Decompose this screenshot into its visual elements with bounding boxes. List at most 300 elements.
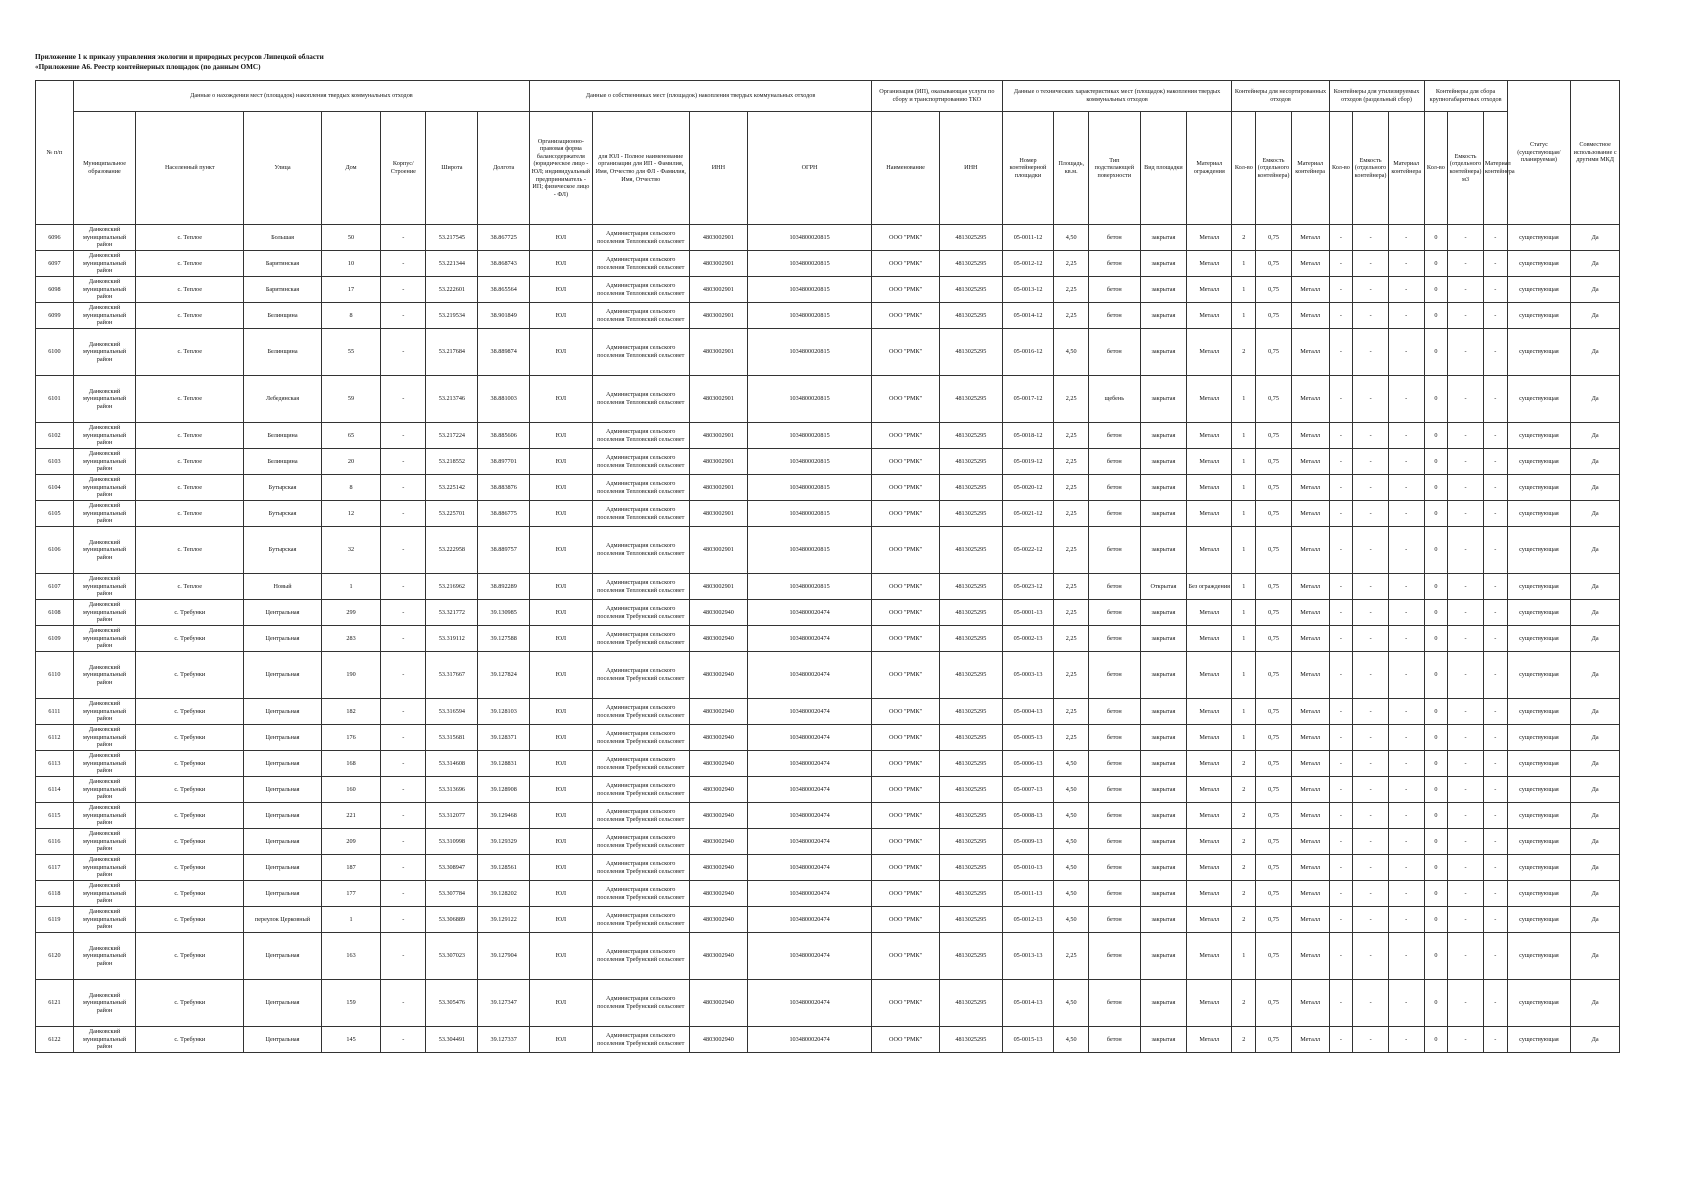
capacity-cell: 0,75 bbox=[1256, 449, 1292, 475]
longitude-cell: 39.127347 bbox=[478, 980, 530, 1027]
qty-bulky-cell: 0 bbox=[1424, 829, 1448, 855]
site-type-cell: закрытая bbox=[1140, 527, 1186, 574]
surface-cell: бетон bbox=[1088, 574, 1140, 600]
row-number: 6111 bbox=[36, 699, 74, 725]
row-number: 6122 bbox=[36, 1027, 74, 1053]
capacity-bulky-cell: - bbox=[1448, 803, 1484, 829]
row-number: 6104 bbox=[36, 475, 74, 501]
shared-cell: Да bbox=[1571, 907, 1620, 933]
municipality-cell: Данковский муниципальный район bbox=[73, 699, 136, 725]
row-number: 6116 bbox=[36, 829, 74, 855]
longitude-cell: 39.127824 bbox=[478, 652, 530, 699]
capacity-bulky-cell: - bbox=[1448, 855, 1484, 881]
owner-name-cell: Администрация сельского поселения Тепловский сельсовет bbox=[592, 501, 689, 527]
owner-name-cell: Администрация сельского поселения Требунский сельсовет bbox=[592, 600, 689, 626]
site-number-cell: 05-0011-12 bbox=[1002, 225, 1054, 251]
house-cell: 32 bbox=[321, 527, 380, 574]
site-type-cell: закрытая bbox=[1140, 600, 1186, 626]
header-settlement: Населенный пункт bbox=[136, 112, 244, 225]
municipality-cell: Данковский муниципальный район bbox=[73, 251, 136, 277]
fence-cell: Металл bbox=[1187, 626, 1232, 652]
surface-cell: бетон bbox=[1088, 225, 1140, 251]
municipality-cell: Данковский муниципальный район bbox=[73, 423, 136, 449]
house-cell: 50 bbox=[321, 225, 380, 251]
material-cell: Металл bbox=[1291, 881, 1329, 907]
site-number-cell: 05-0007-13 bbox=[1002, 777, 1054, 803]
latitude-cell: 53.313696 bbox=[426, 777, 478, 803]
municipality-cell: Данковский муниципальный район bbox=[73, 527, 136, 574]
house-cell: 221 bbox=[321, 803, 380, 829]
surface-cell: бетон bbox=[1088, 725, 1140, 751]
org-inn-cell: 4813025295 bbox=[940, 829, 1003, 855]
legal-form-cell: ЮЛ bbox=[530, 699, 593, 725]
row-number: 6110 bbox=[36, 652, 74, 699]
site-number-cell: 05-0013-12 bbox=[1002, 277, 1054, 303]
capacity-util-cell: - bbox=[1353, 600, 1389, 626]
material-bulky-cell: - bbox=[1483, 829, 1507, 855]
qty-util-cell: - bbox=[1329, 225, 1353, 251]
site-number-cell: 05-0004-13 bbox=[1002, 699, 1054, 725]
street-cell: Лебедянская bbox=[244, 376, 322, 423]
material-util-cell: - bbox=[1388, 751, 1424, 777]
status-cell: существующая bbox=[1507, 423, 1571, 449]
latitude-cell: 53.217545 bbox=[426, 225, 478, 251]
ogrn-cell: 1034800020815 bbox=[748, 475, 872, 501]
org-name-cell: ООО "РМК" bbox=[872, 626, 940, 652]
municipality-cell: Данковский муниципальный район bbox=[73, 829, 136, 855]
table-row bbox=[36, 329, 1620, 376]
house-cell: 10 bbox=[321, 251, 380, 277]
material-bulky-cell: - bbox=[1483, 933, 1507, 980]
header-inn: ИНН bbox=[689, 112, 747, 225]
street-cell: Бутырская bbox=[244, 475, 322, 501]
org-name-cell: ООО "РМК" bbox=[872, 829, 940, 855]
capacity-util-cell: - bbox=[1353, 725, 1389, 751]
container-sites-registry-table bbox=[35, 80, 1620, 1053]
site-number-cell: 05-0014-13 bbox=[1002, 980, 1054, 1027]
status-cell: существующая bbox=[1507, 501, 1571, 527]
capacity-util-cell: - bbox=[1353, 449, 1389, 475]
status-cell: существующая bbox=[1507, 803, 1571, 829]
header-latitude: Широта bbox=[426, 112, 478, 225]
site-number-cell: 05-0001-13 bbox=[1002, 600, 1054, 626]
org-name-cell: ООО "РМК" bbox=[872, 855, 940, 881]
street-cell: Белинщина bbox=[244, 329, 322, 376]
qty-bulky-cell: 0 bbox=[1424, 574, 1448, 600]
status-cell: существующая bbox=[1507, 225, 1571, 251]
table-body bbox=[36, 225, 1620, 1053]
qty-cell: 1 bbox=[1232, 933, 1256, 980]
material-util-cell: - bbox=[1388, 933, 1424, 980]
org-name-cell: ООО "РМК" bbox=[872, 376, 940, 423]
org-inn-cell: 4813025295 bbox=[940, 777, 1003, 803]
table-row bbox=[36, 449, 1620, 475]
material-bulky-cell: - bbox=[1483, 574, 1507, 600]
area-cell: 2,25 bbox=[1054, 933, 1089, 980]
material-bulky-cell: - bbox=[1483, 501, 1507, 527]
org-name-cell: ООО "РМК" bbox=[872, 225, 940, 251]
capacity-util-cell: - bbox=[1353, 423, 1389, 449]
house-cell: 190 bbox=[321, 652, 380, 699]
house-cell: 163 bbox=[321, 933, 380, 980]
municipality-cell: Данковский муниципальный район bbox=[73, 725, 136, 751]
capacity-util-cell: - bbox=[1353, 881, 1389, 907]
ogrn-cell: 1034800020815 bbox=[748, 251, 872, 277]
settlement-cell: с. Требунки bbox=[136, 652, 244, 699]
building-cell: - bbox=[381, 980, 426, 1027]
shared-cell: Да bbox=[1571, 855, 1620, 881]
status-cell: существующая bbox=[1507, 376, 1571, 423]
ogrn-cell: 1034800020815 bbox=[748, 574, 872, 600]
area-cell: 2,25 bbox=[1054, 725, 1089, 751]
material-util-cell: - bbox=[1388, 329, 1424, 376]
fence-cell: Металл bbox=[1187, 600, 1232, 626]
owner-name-cell: Администрация сельского поселения Требунский сельсовет bbox=[592, 751, 689, 777]
org-inn-cell: 4813025295 bbox=[940, 980, 1003, 1027]
latitude-cell: 53.317667 bbox=[426, 652, 478, 699]
material-bulky-cell: - bbox=[1483, 449, 1507, 475]
table-row bbox=[36, 527, 1620, 574]
legal-form-cell: ЮЛ bbox=[530, 777, 593, 803]
qty-util-cell: - bbox=[1329, 751, 1353, 777]
row-number: 6099 bbox=[36, 303, 74, 329]
capacity-cell: 0,75 bbox=[1256, 699, 1292, 725]
latitude-cell: 53.306889 bbox=[426, 907, 478, 933]
capacity-util-cell: - bbox=[1353, 626, 1389, 652]
fence-cell: Металл bbox=[1187, 449, 1232, 475]
ogrn-cell: 1034800020474 bbox=[748, 881, 872, 907]
material-util-cell: - bbox=[1388, 725, 1424, 751]
capacity-bulky-cell: - bbox=[1448, 980, 1484, 1027]
org-inn-cell: 4813025295 bbox=[940, 225, 1003, 251]
qty-util-cell: - bbox=[1329, 449, 1353, 475]
org-name-cell: ООО "РМК" bbox=[872, 933, 940, 980]
table-row bbox=[36, 225, 1620, 251]
qty-cell: 2 bbox=[1232, 855, 1256, 881]
qty-util-cell: - bbox=[1329, 626, 1353, 652]
qty-bulky-cell: 0 bbox=[1424, 225, 1448, 251]
status-cell: существующая bbox=[1507, 251, 1571, 277]
legal-form-cell: ЮЛ bbox=[530, 423, 593, 449]
municipality-cell: Данковский муниципальный район bbox=[73, 855, 136, 881]
inn-cell: 4803002901 bbox=[689, 225, 747, 251]
area-cell: 2,25 bbox=[1054, 699, 1089, 725]
house-cell: 1 bbox=[321, 574, 380, 600]
org-name-cell: ООО "РМК" bbox=[872, 527, 940, 574]
settlement-cell: с. Требунки bbox=[136, 881, 244, 907]
capacity-util-cell: - bbox=[1353, 933, 1389, 980]
material-cell: Металл bbox=[1291, 449, 1329, 475]
header-group-org: Организация (ИП), оказывающая услуги по сбору и транспортированию ТКО bbox=[872, 81, 1003, 112]
qty-cell: 1 bbox=[1232, 376, 1256, 423]
area-cell: 2,25 bbox=[1054, 277, 1089, 303]
shared-cell: Да bbox=[1571, 574, 1620, 600]
capacity-cell: 0,75 bbox=[1256, 376, 1292, 423]
capacity-bulky-cell: - bbox=[1448, 652, 1484, 699]
qty-util-cell: - bbox=[1329, 803, 1353, 829]
longitude-cell: 38.883876 bbox=[478, 475, 530, 501]
street-cell: Центральная bbox=[244, 881, 322, 907]
shared-cell: Да bbox=[1571, 751, 1620, 777]
site-type-cell: закрытая bbox=[1140, 475, 1186, 501]
fence-cell: Металл bbox=[1187, 980, 1232, 1027]
inn-cell: 4803002940 bbox=[689, 699, 747, 725]
org-name-cell: ООО "РМК" bbox=[872, 449, 940, 475]
org-inn-cell: 4813025295 bbox=[940, 376, 1003, 423]
inn-cell: 4803002940 bbox=[689, 600, 747, 626]
table-row bbox=[36, 376, 1620, 423]
org-inn-cell: 4813025295 bbox=[940, 501, 1003, 527]
inn-cell: 4803002940 bbox=[689, 855, 747, 881]
site-number-cell: 05-0006-13 bbox=[1002, 751, 1054, 777]
row-number: 6118 bbox=[36, 881, 74, 907]
qty-util-cell: - bbox=[1329, 251, 1353, 277]
org-inn-cell: 4813025295 bbox=[940, 855, 1003, 881]
ogrn-cell: 1034800020815 bbox=[748, 376, 872, 423]
fence-cell: Металл bbox=[1187, 376, 1232, 423]
material-util-cell: - bbox=[1388, 881, 1424, 907]
material-cell: Металл bbox=[1291, 303, 1329, 329]
building-cell: - bbox=[381, 829, 426, 855]
owner-name-cell: Администрация сельского поселения Требунский сельсовет bbox=[592, 777, 689, 803]
site-number-cell: 05-0003-13 bbox=[1002, 652, 1054, 699]
material-bulky-cell: - bbox=[1483, 251, 1507, 277]
capacity-util-cell: - bbox=[1353, 829, 1389, 855]
row-number: 6120 bbox=[36, 933, 74, 980]
longitude-cell: 38.892289 bbox=[478, 574, 530, 600]
latitude-cell: 53.222601 bbox=[426, 277, 478, 303]
site-number-cell: 05-0002-13 bbox=[1002, 626, 1054, 652]
site-number-cell: 05-0023-12 bbox=[1002, 574, 1054, 600]
table-row bbox=[36, 855, 1620, 881]
material-cell: Металл bbox=[1291, 980, 1329, 1027]
area-cell: 4,50 bbox=[1054, 329, 1089, 376]
capacity-util-cell: - bbox=[1353, 376, 1389, 423]
longitude-cell: 38.901849 bbox=[478, 303, 530, 329]
capacity-util-cell: - bbox=[1353, 277, 1389, 303]
fence-cell: Металл bbox=[1187, 652, 1232, 699]
status-cell: существующая bbox=[1507, 855, 1571, 881]
header-ogrn: ОГРН bbox=[748, 112, 872, 225]
qty-bulky-cell: 0 bbox=[1424, 423, 1448, 449]
house-cell: 176 bbox=[321, 725, 380, 751]
site-type-cell: закрытая bbox=[1140, 501, 1186, 527]
ogrn-cell: 1034800020815 bbox=[748, 225, 872, 251]
latitude-cell: 53.310998 bbox=[426, 829, 478, 855]
ogrn-cell: 1034800020474 bbox=[748, 751, 872, 777]
qty-cell: 1 bbox=[1232, 277, 1256, 303]
qty-cell: 1 bbox=[1232, 251, 1256, 277]
material-cell: Металл bbox=[1291, 907, 1329, 933]
legal-form-cell: ЮЛ bbox=[530, 803, 593, 829]
material-bulky-cell: - bbox=[1483, 751, 1507, 777]
area-cell: 4,50 bbox=[1054, 225, 1089, 251]
building-cell: - bbox=[381, 652, 426, 699]
longitude-cell: 38.889874 bbox=[478, 329, 530, 376]
surface-cell: бетон bbox=[1088, 449, 1140, 475]
owner-name-cell: Администрация сельского поселения Тепловский сельсовет bbox=[592, 277, 689, 303]
capacity-cell: 0,75 bbox=[1256, 980, 1292, 1027]
qty-cell: 2 bbox=[1232, 329, 1256, 376]
latitude-cell: 53.216962 bbox=[426, 574, 478, 600]
header-group-bulky: Контейнеры для сбора крупногабаритных отходов bbox=[1424, 81, 1507, 112]
ogrn-cell: 1034800020474 bbox=[748, 652, 872, 699]
street-cell: Центральная bbox=[244, 699, 322, 725]
area-cell: 4,50 bbox=[1054, 751, 1089, 777]
municipality-cell: Данковский муниципальный район bbox=[73, 225, 136, 251]
surface-cell: бетон bbox=[1088, 423, 1140, 449]
org-name-cell: ООО "РМК" bbox=[872, 251, 940, 277]
status-cell: существующая bbox=[1507, 907, 1571, 933]
material-util-cell: - bbox=[1388, 803, 1424, 829]
site-type-cell: закрытая bbox=[1140, 277, 1186, 303]
fence-cell: Без ограждения bbox=[1187, 574, 1232, 600]
qty-cell: 2 bbox=[1232, 829, 1256, 855]
status-cell: существующая bbox=[1507, 777, 1571, 803]
area-cell: 2,25 bbox=[1054, 475, 1089, 501]
qty-cell: 1 bbox=[1232, 449, 1256, 475]
ogrn-cell: 1034800020815 bbox=[748, 527, 872, 574]
qty-util-cell: - bbox=[1329, 303, 1353, 329]
table-row bbox=[36, 303, 1620, 329]
settlement-cell: с. Требунки bbox=[136, 600, 244, 626]
surface-cell: бетон bbox=[1088, 777, 1140, 803]
settlement-cell: с. Требунки bbox=[136, 626, 244, 652]
street-cell: Бутырская bbox=[244, 501, 322, 527]
table-row bbox=[36, 475, 1620, 501]
latitude-cell: 53.305476 bbox=[426, 980, 478, 1027]
legal-form-cell: ЮЛ bbox=[530, 600, 593, 626]
material-bulky-cell: - bbox=[1483, 699, 1507, 725]
material-cell: Металл bbox=[1291, 225, 1329, 251]
site-type-cell: закрытая bbox=[1140, 777, 1186, 803]
fence-cell: Металл bbox=[1187, 855, 1232, 881]
header-group-location: Данные о нахождении мест (площадок) накопления твердых коммунальных отходов bbox=[73, 81, 529, 112]
material-util-cell: - bbox=[1388, 251, 1424, 277]
row-number: 6096 bbox=[36, 225, 74, 251]
material-cell: Металл bbox=[1291, 501, 1329, 527]
latitude-cell: 53.213746 bbox=[426, 376, 478, 423]
site-type-cell: закрытая bbox=[1140, 329, 1186, 376]
site-number-cell: 05-0015-13 bbox=[1002, 1027, 1054, 1053]
shared-cell: Да bbox=[1571, 881, 1620, 907]
qty-util-cell: - bbox=[1329, 907, 1353, 933]
owner-name-cell: Администрация сельского поселения Требунский сельсовет bbox=[592, 980, 689, 1027]
org-name-cell: ООО "РМК" bbox=[872, 329, 940, 376]
area-cell: 2,25 bbox=[1054, 501, 1089, 527]
ogrn-cell: 1034800020474 bbox=[748, 725, 872, 751]
status-cell: существующая bbox=[1507, 329, 1571, 376]
header-site-number: Номер контейнерной площадки bbox=[1002, 112, 1054, 225]
row-number: 6115 bbox=[36, 803, 74, 829]
qty-cell: 1 bbox=[1232, 423, 1256, 449]
table-row bbox=[36, 251, 1620, 277]
site-number-cell: 05-0019-12 bbox=[1002, 449, 1054, 475]
material-util-cell: - bbox=[1388, 829, 1424, 855]
material-util-cell: - bbox=[1388, 501, 1424, 527]
house-cell: 209 bbox=[321, 829, 380, 855]
house-cell: 160 bbox=[321, 777, 380, 803]
house-cell: 182 bbox=[321, 699, 380, 725]
fence-cell: Металл bbox=[1187, 475, 1232, 501]
org-inn-cell: 4813025295 bbox=[940, 600, 1003, 626]
street-cell: Центральная bbox=[244, 626, 322, 652]
settlement-cell: с. Требунки bbox=[136, 907, 244, 933]
material-util-cell: - bbox=[1388, 527, 1424, 574]
inn-cell: 4803002901 bbox=[689, 423, 747, 449]
capacity-util-cell: - bbox=[1353, 527, 1389, 574]
site-number-cell: 05-0017-12 bbox=[1002, 376, 1054, 423]
org-inn-cell: 4813025295 bbox=[940, 423, 1003, 449]
latitude-cell: 53.218552 bbox=[426, 449, 478, 475]
fence-cell: Металл bbox=[1187, 751, 1232, 777]
capacity-bulky-cell: - bbox=[1448, 225, 1484, 251]
owner-name-cell: Администрация сельского поселения Требунский сельсовет bbox=[592, 829, 689, 855]
legal-form-cell: ЮЛ bbox=[530, 501, 593, 527]
table-row bbox=[36, 600, 1620, 626]
header-org-name: Наименование bbox=[872, 112, 940, 225]
material-util-cell: - bbox=[1388, 626, 1424, 652]
settlement-cell: с. Требунки bbox=[136, 725, 244, 751]
qty-util-cell: - bbox=[1329, 933, 1353, 980]
org-inn-cell: 4813025295 bbox=[940, 527, 1003, 574]
shared-cell: Да bbox=[1571, 626, 1620, 652]
inn-cell: 4803002940 bbox=[689, 725, 747, 751]
settlement-cell: с. Требунки bbox=[136, 1027, 244, 1053]
qty-cell: 1 bbox=[1232, 652, 1256, 699]
qty-bulky-cell: 0 bbox=[1424, 855, 1448, 881]
fence-cell: Металл bbox=[1187, 933, 1232, 980]
settlement-cell: с. Теплое bbox=[136, 475, 244, 501]
qty-bulky-cell: 0 bbox=[1424, 475, 1448, 501]
site-type-cell: закрытая bbox=[1140, 1027, 1186, 1053]
area-cell: 4,50 bbox=[1054, 881, 1089, 907]
material-bulky-cell: - bbox=[1483, 777, 1507, 803]
settlement-cell: с. Требунки bbox=[136, 777, 244, 803]
header-group-owners: Данные о собственниках мест (площадок) накопления твердых коммунальных отходов bbox=[530, 81, 872, 112]
street-cell: Новый bbox=[244, 574, 322, 600]
building-cell: - bbox=[381, 907, 426, 933]
inn-cell: 4803002940 bbox=[689, 1027, 747, 1053]
material-util-cell: - bbox=[1388, 699, 1424, 725]
status-cell: существующая bbox=[1507, 751, 1571, 777]
area-cell: 4,50 bbox=[1054, 855, 1089, 881]
shared-cell: Да bbox=[1571, 725, 1620, 751]
house-cell: 283 bbox=[321, 626, 380, 652]
material-bulky-cell: - bbox=[1483, 855, 1507, 881]
street-cell: Центральная bbox=[244, 933, 322, 980]
street-cell: Бутырская bbox=[244, 527, 322, 574]
header-capacity-bulky: Емкость (отдельного контейнера) м3 bbox=[1448, 112, 1484, 225]
fence-cell: Металл bbox=[1187, 423, 1232, 449]
qty-cell: 2 bbox=[1232, 751, 1256, 777]
status-cell: существующая bbox=[1507, 933, 1571, 980]
header-shared: Совместное использование с другими МКД bbox=[1571, 81, 1620, 225]
legal-form-cell: ЮЛ bbox=[530, 329, 593, 376]
street-cell: Белинщина bbox=[244, 449, 322, 475]
area-cell: 4,50 bbox=[1054, 777, 1089, 803]
latitude-cell: 53.308947 bbox=[426, 855, 478, 881]
latitude-cell: 53.217224 bbox=[426, 423, 478, 449]
settlement-cell: с. Теплое bbox=[136, 527, 244, 574]
material-bulky-cell: - bbox=[1483, 329, 1507, 376]
qty-cell: 2 bbox=[1232, 777, 1256, 803]
legal-form-cell: ЮЛ bbox=[530, 527, 593, 574]
street-cell: Центральная bbox=[244, 751, 322, 777]
header-site-type: Вид площадки bbox=[1140, 112, 1186, 225]
building-cell: - bbox=[381, 725, 426, 751]
settlement-cell: с. Теплое bbox=[136, 303, 244, 329]
